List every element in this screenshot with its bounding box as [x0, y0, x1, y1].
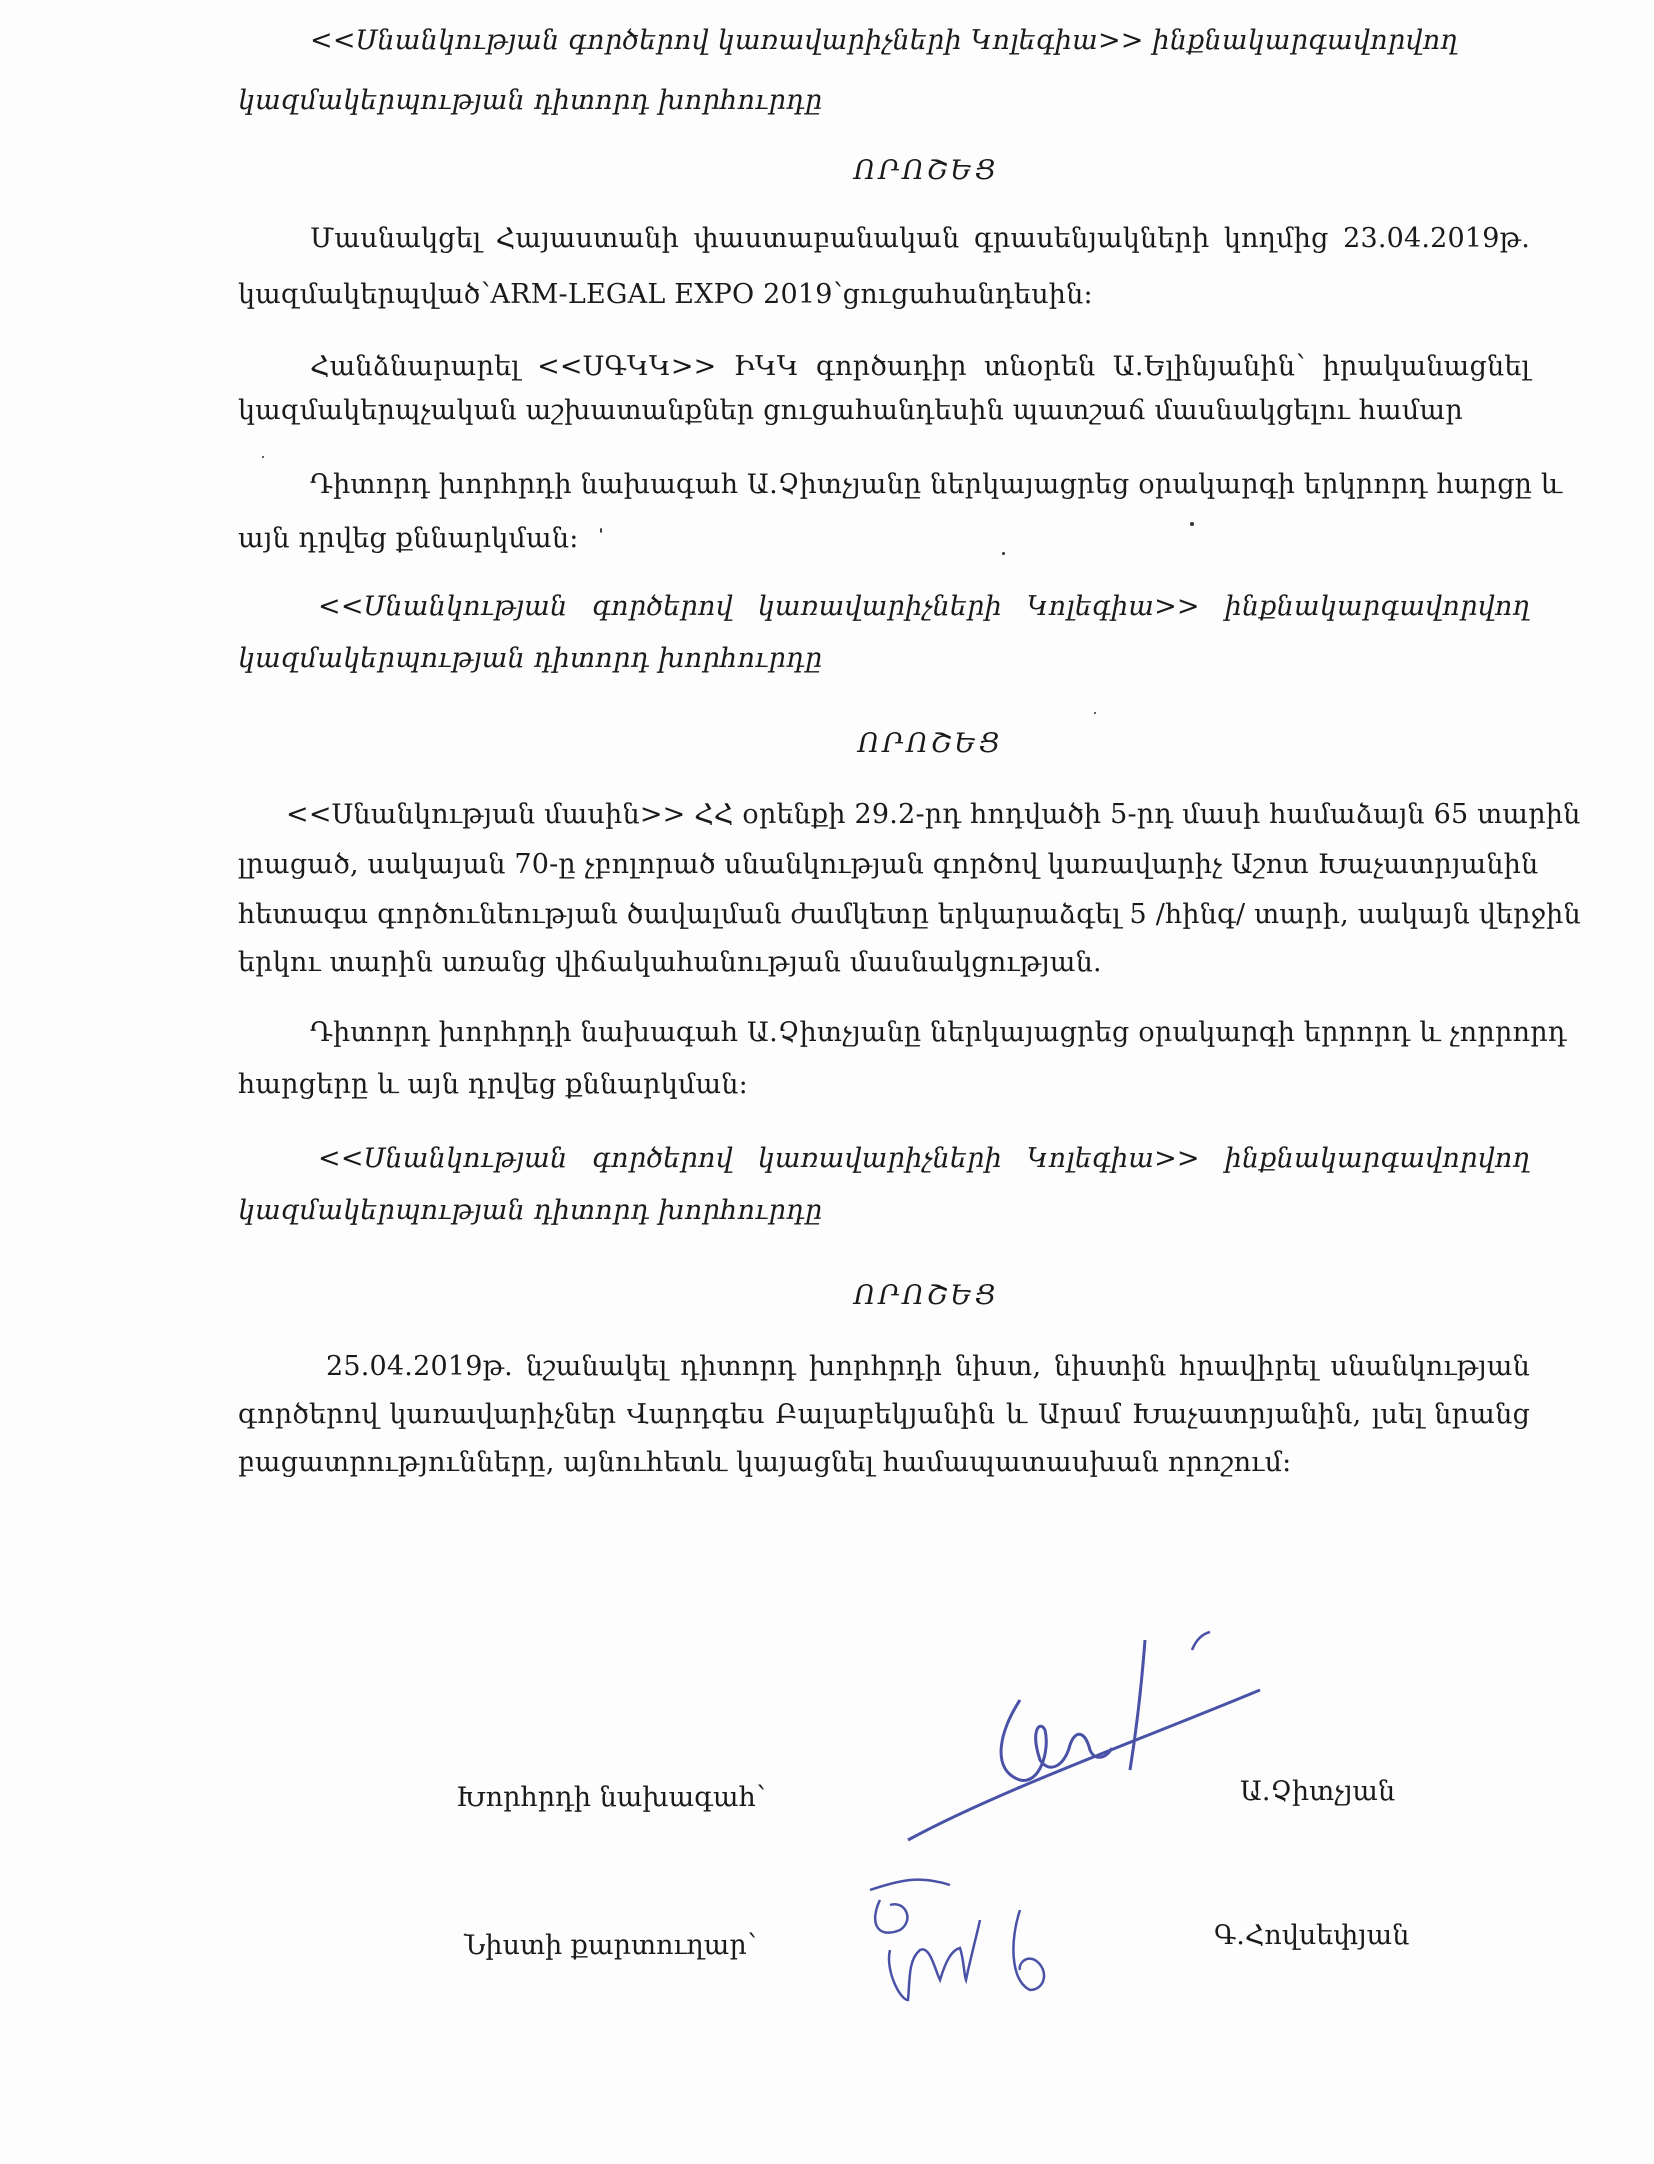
heading-line: կազմակերպության դիտորդ խորհուրդը	[238, 1195, 823, 1226]
chair-title: Խորհրդի նախագահ՝	[456, 1782, 766, 1813]
decision-heading: ՈՐՈՇԵՑ	[853, 1280, 999, 1311]
paragraph-line: հետագա գործունեության ծավալման ժամկետը երկարաձգել 5 /հինգ/ տարի, սակայն վերջին	[238, 899, 1581, 930]
secretary-title: Նիստի քարտուղար՝	[464, 1930, 757, 1961]
scan-speck	[600, 528, 602, 533]
heading-line: <<Սնանկության գործերով կառավարիչների Կոլեգիա>> ինքնակարգավորվող	[318, 591, 1530, 622]
scan-speck	[1190, 522, 1194, 526]
scan-speck	[1002, 552, 1005, 555]
heading-text: <<Սնանկության գործերով կառավարիչների Կոլեգիա>> ինքնակարգավորվող	[310, 25, 1458, 56]
paragraph-line: Հանձնարարել <<ՍԳԿԿ>> ԻԿԿ գործադիր տնօրեն Ա.Ելինյանին՝ իրականացնել	[310, 351, 1530, 382]
decision-heading: ՈՐՈՇԵՑ	[857, 728, 1003, 759]
decision-heading: ՈՐՈՇԵՑ	[853, 155, 999, 186]
chair-name: Ա.Չիտչյան	[1240, 1776, 1396, 1807]
paragraph-line: լրացած, սակայան 70-ը չբոլորած սնանկության գործով կառավարիչ Աշոտ Խաչատրյանին	[238, 849, 1539, 880]
paragraph-line: կազմակերպչական աշխատանքներ ցուցահանդեսին պատշաճ մասնակցելու համար	[238, 395, 1463, 426]
secretary-signature	[860, 1860, 1080, 2020]
heading-line	[310, 24, 1530, 58]
paragraph-line: Դիտորդ խորհրդի նախագահ Ա.Չիտչյանը ներկայացրեց օրակարգի երրորդ և չորրորդ	[310, 1017, 1567, 1048]
paragraph-line: Դիտորդ խորհրդի նախագահ Ա.Չիտչյանը ներկայացրեց օրակարգի երկրորդ հարցը և	[310, 469, 1563, 500]
paragraph-line: <<Սնանկության մասին>> ՀՀ օրենքի 29.2-րդ հոդվածի 5-րդ մասի համաձայն 65 տարին	[286, 799, 1581, 830]
scan-speck	[262, 456, 264, 458]
paragraph-line: բացատրությունները, այնուհետև կայացնել համապատասխան որոշում:	[238, 1447, 1292, 1478]
chair-signature	[880, 1620, 1280, 1860]
paragraph-line: 25.04.2019թ. նշանակել դիտորդ խորհրդի նիստ, նիստին հրավիրել սնանկության	[326, 1351, 1530, 1382]
paragraph-line: կազմակերպված՝ARM-LEGAL EXPO 2019՝ցուցահանդեսին:	[238, 279, 1093, 310]
scan-speck	[1094, 712, 1096, 714]
secretary-name: Գ.Հովսեփյան	[1214, 1920, 1410, 1951]
paragraph-line: գործերով կառավարիչներ Վարդգես Բալաբեկյանին և Արամ Խաչատրյանին, լսել նրանց	[238, 1399, 1530, 1430]
paragraph-line: Մասնակցել Հայաստանի փաստաբանական գրասենյակների կողմից 23.04.2019թ.	[310, 223, 1530, 254]
heading-line: <<Սնանկության գործերով կառավարիչների Կոլեգիա>> ինքնակարգավորվող	[318, 1143, 1530, 1174]
heading-line: կազմակերպության դիտորդ խորհուրդը	[238, 643, 823, 674]
paragraph-line: երկու տարին առանց վիճակահանության մասնակցության.	[238, 947, 1102, 978]
paragraph-line: հարցերը և այն դրվեց քննարկման:	[238, 1069, 748, 1100]
heading-line: կազմակերպության դիտորդ խորհուրդը	[238, 85, 823, 116]
paragraph-line: այն դրվեց քննարկման:	[238, 523, 579, 554]
